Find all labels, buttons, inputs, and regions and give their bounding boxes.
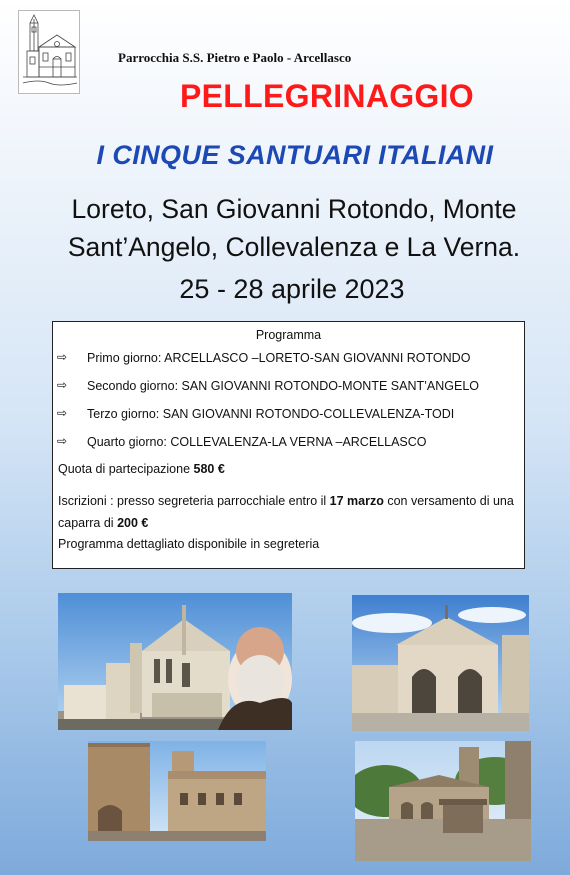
program-day-1 [53,351,524,379]
page-title: PELLEGRINAGGIO [180,78,474,114]
page-subtitle: I CINQUE SANTUARI ITALIANI [96,140,494,170]
parish-name: Parrocchia S.S. Pietro e Paolo - Arcellasco [118,50,352,65]
photo-todi [88,741,266,841]
photo-la-verna [355,741,531,861]
program-day-4 [53,435,524,463]
registration-info [53,490,524,534]
arrow-right-icon: ⇨ [57,350,68,364]
trip-dates: 25 - 28 aprile 2023 [179,274,405,304]
program-box [52,321,525,569]
photo-san-giovanni-rotondo [58,593,292,730]
deposit-amount: 200 € [117,516,149,530]
program-details-note: Programma dettagliato disponibile in segreteria [58,537,320,551]
destinations-line-2: Sant’Angelo, Collevalenza e La Verna. [67,232,521,262]
destinations [0,190,570,266]
registration-text: Iscrizioni : presso segreteria parrocchiale entro il [58,494,330,508]
program-heading: Programma [255,328,322,342]
program-day-text: Primo giorno: ARCELLASCO –LORETO-SAN GIOVANNI ROTONDO [87,351,471,365]
fee-value: 580 € [193,462,225,476]
fee-label: Quota di partecipazione [58,462,194,476]
program-day-text: Secondo giorno: SAN GIOVANNI ROTONDO-MONTE SANT’ANGELO [87,379,479,393]
registration-deadline: 17 marzo [329,494,384,508]
program-day-3 [53,407,524,435]
arrow-right-icon: ⇨ [57,406,68,420]
arrow-right-icon: ⇨ [57,434,68,448]
program-day-text: Terzo giorno: SAN GIOVANNI ROTONDO-COLLEVALENZA-TODI [87,407,455,421]
destinations-line-1: Loreto, San Giovanni Rotondo, Monte [71,194,517,224]
photo-monte-santangelo [352,595,529,731]
registration-text: con versamento di una caparra di [58,494,514,530]
program-day-2 [53,379,524,407]
participation-fee [53,462,524,490]
arrow-right-icon: ⇨ [57,378,68,392]
program-day-text: Quarto giorno: COLLEVALENZA-LA VERNA –ARCELLASCO [87,435,427,449]
